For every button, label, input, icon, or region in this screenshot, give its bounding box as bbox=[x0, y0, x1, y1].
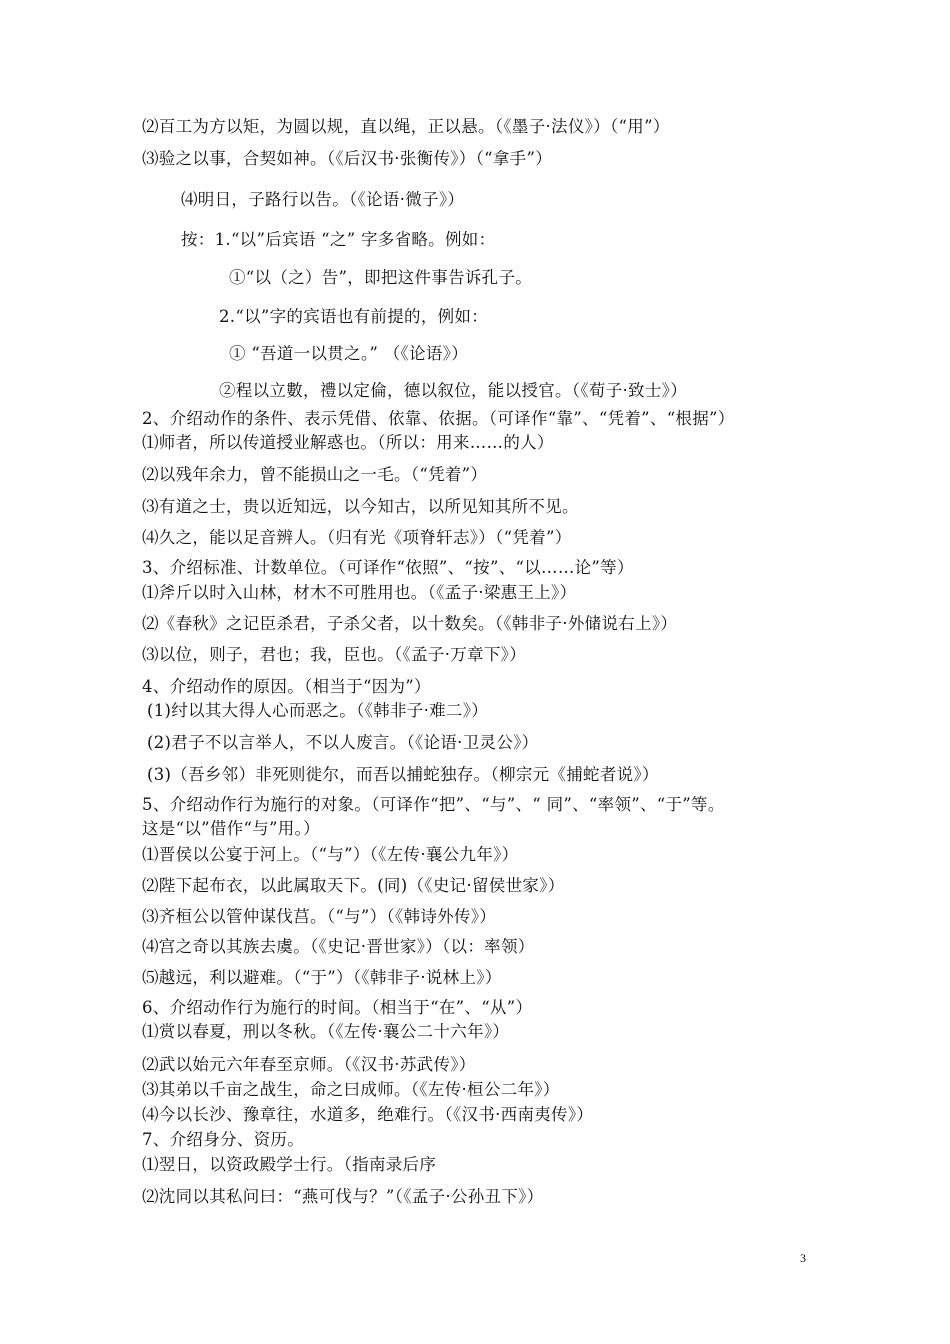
text-line: ⑴斧斤以时入山林，材木不可胜用也。（《孟子·梁惠王上》） bbox=[142, 583, 577, 602]
text-line: ⑵武以始元六年春至京师。（《汉书·苏武传》） bbox=[142, 1055, 476, 1074]
text-line: ⑵以残年余力，曾不能损山之一毛。（“凭着”） bbox=[142, 465, 488, 484]
text-line: 2.“以”字的宾语也有前提的，例如： bbox=[219, 307, 489, 326]
text-line: (3)（吾乡邻）非死则徙尔，而吾以捕蛇独存。（柳宗元《捕蛇者说》） bbox=[147, 765, 659, 784]
text-line: ⑵陛下起布衣，以此属取天下。(同)（《史记·留侯世家》） bbox=[142, 876, 565, 895]
text-line: ⑷明日，子路行以告。（《论语·微子》） bbox=[181, 190, 465, 209]
text-line: ⑴翌日，以资政殿学士行。（指南录后序 bbox=[142, 1155, 437, 1174]
text-line: ⑶齐桓公以管仲谋伐莒。（“与”）（《韩诗外传》） bbox=[142, 907, 497, 926]
text-line: 这是“以”借作“与”用。） bbox=[142, 819, 320, 838]
text-line: (1)纣以其大得人心而恶之。（《韩非子·难二》） bbox=[147, 701, 489, 720]
text-line: (2)君子不以言举人，不以人废言。（《论语·卫灵公》） bbox=[147, 733, 539, 752]
text-line: ⑶以位，则子，君也；我，臣也。（《孟子·万章下》） bbox=[142, 645, 526, 664]
section-heading: 5、介绍动作行为施行的对象。（可译作“把”、“与”、“ 同”、“率领”、“于”等。 bbox=[142, 795, 725, 814]
text-line: 按：1.“以”后宾语 “之” 字多省略。例如： bbox=[181, 230, 496, 249]
text-line: ⑴赏以春夏，刑以冬秋。（《左传·襄公二十六年》） bbox=[142, 1022, 510, 1041]
text-line: ②程以立數，禮以定倫，德以叙位，能以授官。（《荀子·致士》） bbox=[219, 381, 687, 400]
text-line: ⑶验之以事，合契如神。（《后汉书·张衡传》）（“拿手”） bbox=[142, 149, 553, 168]
text-line: ⑶有道之士，贵以近知远，以今知古，以所见知其所不见。 bbox=[142, 497, 579, 516]
text-line: ⑴师者，所以传道授业解惑也。（所以：用来……的人） bbox=[142, 433, 554, 452]
text-line: ①“以（之）告”，即把这件事告诉孔子。 bbox=[229, 268, 533, 287]
text-line: ⑵《春秋》之记臣杀君，子杀父者，以十数矣。（《韩非子·外储说右上》） bbox=[142, 614, 678, 633]
page-number: 3 bbox=[800, 1251, 806, 1265]
text-line: ⑵沈同以其私问曰：“燕可伐与？”（《孟子·公孙丑下》） bbox=[142, 1187, 544, 1206]
text-line: ⑷久之，能以足音辨人。（归有光《项脊轩志》）（“凭着”） bbox=[142, 528, 572, 547]
section-heading: 2、介绍动作的条件、表示凭借、依靠、依据。（可译作“靠”、“凭着”、“根据”） bbox=[142, 409, 735, 428]
text-line: ⑵百工为方以矩，为圆以规，直以绳，正以悬。（《墨子·法仪》）（“用”） bbox=[142, 117, 670, 136]
text-line: ⑷今以长沙、豫章往，水道多，绝难行。（《汉书·西南夷传》） bbox=[142, 1105, 594, 1124]
text-line: ⑴晋侯以公宴于河上。（“与”）（《左传·襄公九年》） bbox=[142, 845, 519, 864]
text-line: ⑷宫之奇以其族去虞。（《史记·晋世家》）（以：率领） bbox=[142, 937, 535, 956]
section-heading: 3、介绍标准、计数单位。（可译作“依照”、“按”、“以……论”等） bbox=[142, 558, 634, 577]
section-heading: 7、介绍身分、资历。 bbox=[142, 1130, 304, 1149]
section-heading: 4、介绍动作的原因。（相当于“因为”） bbox=[142, 677, 431, 696]
text-line: ⑸越远，利以避难。（“于”）（《韩非子·说林上》） bbox=[142, 968, 502, 987]
text-line: ① “吾道一以贯之。” （《论语》） bbox=[229, 344, 469, 363]
text-line: ⑶其弟以千亩之战生，命之曰成师。（《左传·桓公二年》） bbox=[142, 1080, 560, 1099]
section-heading: 6、介绍动作行为施行的时间。（相当于“在”、“从”） bbox=[142, 998, 533, 1017]
